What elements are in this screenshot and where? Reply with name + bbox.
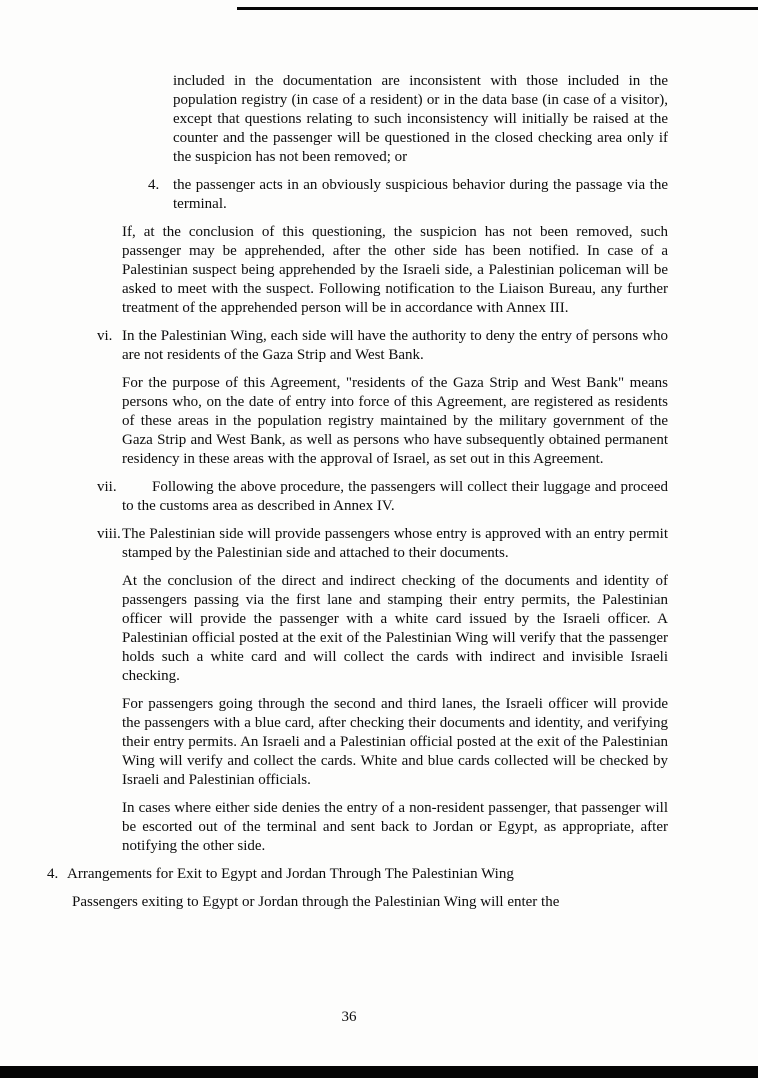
page-content (0, 72, 668, 921)
paragraph-denied-entry: In cases where either side denies the entry of a non-resident passenger, that passenger will be escorted out of the terminal and sent back to Jordan or Egypt, as appropriate, after notifying the other side. (122, 800, 668, 854)
paragraph-blue-card: For passengers going through the second and third lanes, the Israeli officer will provide the passengers with a blue card, after checking their documents and identity, and verifying their entry permits. An Israeli and a Palestinian official posted at the exit of the Palestinian Wing will verify and collect the cards. White and blue cards collected will be checked by Israeli and Palestinian officials. (122, 696, 668, 788)
paragraph-purpose-of-agreement: For the purpose of this Agreement, "residents of the Gaza Strip and West Bank" means persons who, on the date of entry into force of this Agreement, are registered as residents of these areas in the population registry maintained by the military government of the Gaza Strip and West Bank, as well as persons who have subsequently obtained permanent residency in these areas with the approval of Israel, as set out in this Agreement. (122, 375, 668, 467)
list-item-4-marker: 4. (148, 177, 160, 193)
section-heading-4-text: Arrangements for Exit to Egypt and Jordan Through The Palestinian Wing (67, 866, 514, 882)
scan-artifact-bottom-edge (0, 1066, 758, 1078)
paragraph-exit-passengers: Passengers exiting to Egypt or Jordan through the Palestinian Wing will enter the (72, 894, 560, 910)
list-item-vii (97, 478, 668, 516)
list-item-viii-marker: viii. (97, 526, 121, 542)
paragraph-white-card: At the conclusion of the direct and indirect checking of the documents and identity of passengers passing via the first lane and stamping their entry permits, the Palestinian officer will provide the passenger with a white card issued by the Israeli officer. A Palestinian official posted at the exit of the Palestinian Wing will verify that the passenger holds such a white card and will collect the cards with indirect and invisible Israeli checking. (122, 573, 668, 684)
list-item-vi-marker: vi. (97, 328, 113, 344)
paragraph-questioning: If, at the conclusion of this questioning, the suspicion has not been removed, such passenger may be apprehended, after the other side has been notified. In case of a Palestinian suspect being apprehended by the Israeli side, a Palestinian policeman will be asked to meet with the suspect. Following notification to the Liaison Bureau, any further treatment of the apprehended person will be in accordance with Annex III. (122, 224, 668, 316)
paragraph-documentation-continuation: included in the documentation are inconsistent with those included in the population registry (in case of a resident) or in the data base (in case of a visitor), except that questions relating to such inconsistency will initially be raised at the counter and the passenger will be questioned in the closed checking area only if the suspicion has not been removed; or (173, 73, 668, 165)
list-item-vii-text: Following the above procedure, the passengers will collect their luggage and proceed to the customs area as described in Annex IV. (122, 479, 668, 514)
section-heading-4 (47, 865, 668, 884)
list-item-vi (97, 327, 668, 365)
section-heading-4-marker: 4. (47, 866, 59, 882)
list-item-4-text: the passenger acts in an obviously suspicious behavior during the passage via the terminal. (173, 177, 668, 212)
page-number: 36 (341, 1009, 357, 1025)
list-item-vi-text: In the Palestinian Wing, each side will have the authority to deny the entry of persons who are not residents of the Gaza Strip and West Bank. (122, 328, 668, 363)
list-item-viii-text: The Palestinian side will provide passengers whose entry is approved with an entry permit stamped by the Palestinian side and attached to their documents. (122, 526, 668, 561)
list-item-vii-marker: vii. (97, 479, 117, 495)
list-item-4 (148, 176, 668, 214)
scan-artifact-top-edge (237, 7, 758, 10)
list-item-viii (97, 525, 668, 563)
